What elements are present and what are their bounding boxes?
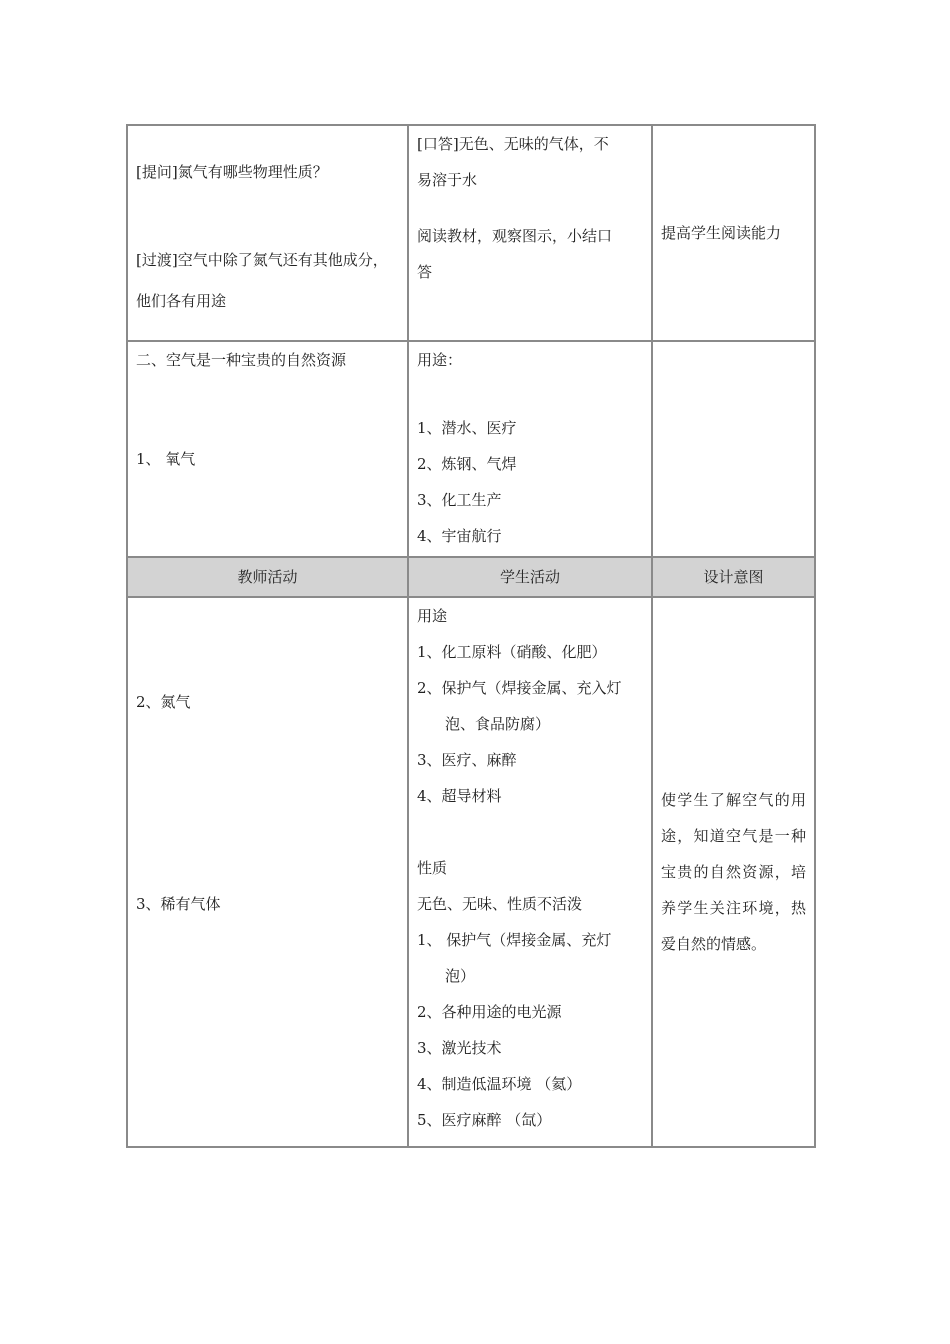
design-intent-cell [652, 341, 815, 557]
design-intent-cell [652, 597, 815, 1147]
list-item: 2、各种用途的电光源 [417, 1003, 562, 1021]
student-activity-cell [408, 125, 652, 341]
teacher-transition: [过渡]空气中除了氮气还有其他成分，他们各有用途 [136, 251, 388, 310]
property-text: 无色、无味、性质不活泼 [417, 895, 583, 913]
list-item: 3、激光技术 [417, 1039, 502, 1057]
list-item-continuation: 泡） [445, 967, 476, 985]
design-intent-text: 提高学生阅读能力 [661, 224, 782, 242]
student-activity-cell [408, 597, 652, 1147]
teacher-activity-cell [127, 597, 408, 1147]
teacher-activity-cell [127, 125, 408, 341]
design-intent-text: 使学生了解空气的用途，知道空气是一种宝贵的自然资源，培养学生关注环境，热爱自然的情感。 [661, 791, 806, 953]
list-item: 3、医疗、麻醉 [417, 751, 517, 769]
list-item: 1、 保护气（焊接金属、充灯 [417, 931, 612, 949]
student-answer-line: 易溶于水 [417, 171, 478, 189]
student-activity-cell [408, 341, 652, 557]
uses-heading: 用途： [417, 351, 463, 369]
student-read-line: 阅读教材，观察图示，小结口 [417, 227, 613, 245]
list-item: 3、化工生产 [417, 491, 502, 509]
table-row [127, 597, 815, 1147]
student-read-line: 答 [417, 263, 433, 281]
table-header-row [127, 557, 815, 597]
design-intent-cell [652, 125, 815, 341]
section-heading: 二、空气是一种宝贵的自然资源 [136, 351, 347, 369]
list-item: 1、化工原料（硝酸、化肥） [417, 643, 607, 661]
teacher-item: 1、 氧气 [136, 450, 196, 468]
header-teacher-activity: 教师活动 [127, 557, 408, 597]
student-answer-line: [口答]无色、无味的气体，不 [417, 135, 609, 153]
list-item: 2、保护气（焊接金属、充入灯 [417, 679, 622, 697]
header-student-activity: 学生活动 [408, 557, 652, 597]
table-row [127, 125, 815, 341]
uses-heading: 用途 [417, 607, 448, 625]
list-item: 2、炼钢、气焊 [417, 455, 517, 473]
list-item: 4、超导材料 [417, 787, 502, 805]
list-item: 4、制造低温环境 （氦） [417, 1075, 582, 1093]
list-item: 5、医疗麻醉 （氙） [417, 1111, 552, 1129]
teacher-item-nitrogen: 2、氮气 [136, 693, 191, 711]
table-row [127, 341, 815, 557]
list-item: 4、宇宙航行 [417, 527, 502, 545]
header-design-intent: 设计意图 [652, 557, 815, 597]
list-item: 1、潜水、医疗 [417, 419, 517, 437]
teacher-item-noble-gas: 3、稀有气体 [136, 895, 221, 913]
teacher-activity-cell [127, 341, 408, 557]
list-item-continuation: 泡、食品防腐） [445, 715, 551, 733]
properties-heading: 性质 [417, 859, 448, 877]
teacher-question: [提问]氮气有哪些物理性质？ [136, 163, 328, 181]
lesson-plan-table [126, 124, 816, 1148]
